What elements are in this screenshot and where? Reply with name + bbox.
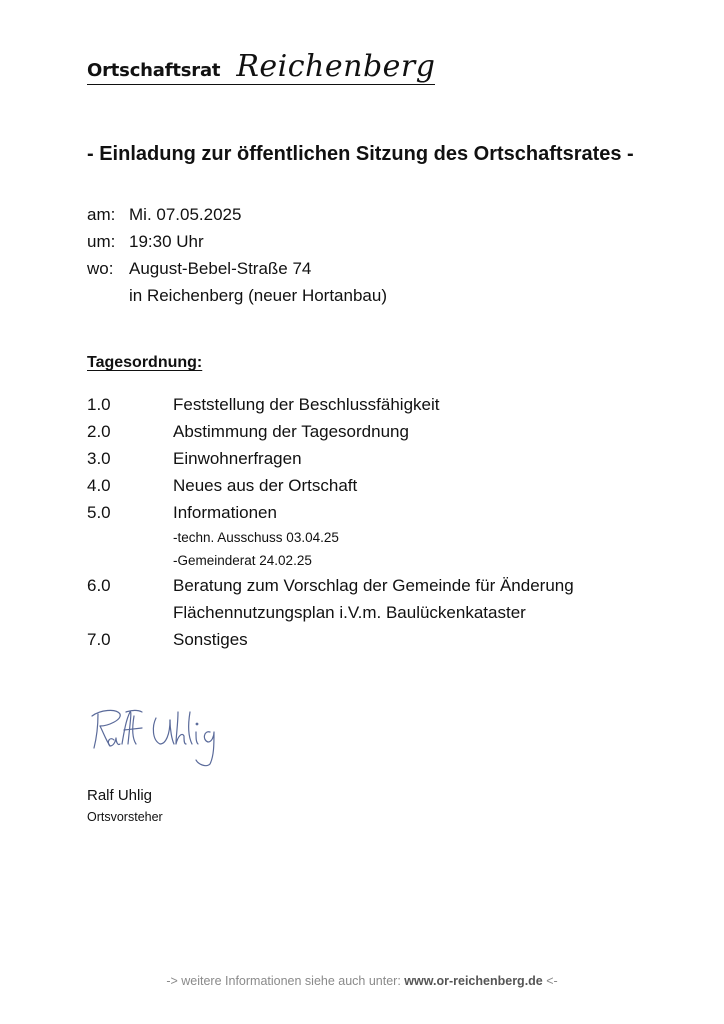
meeting-location-value-line2: in Reichenberg (neuer Hortanbau): [129, 285, 387, 305]
agenda-subitem: [87, 526, 574, 549]
signer-role: Ortsvorsteher: [87, 810, 163, 824]
footer-website-link[interactable]: www.or-reichenberg.de: [404, 974, 543, 988]
agenda-item: [87, 418, 574, 445]
agenda-subitem-text: -Gemeinderat 24.02.25: [173, 553, 312, 568]
agenda-item-text: Beratung zum Vorschlag der Gemeinde für Änderung: [173, 575, 574, 595]
agenda-item: [87, 472, 574, 499]
header-org-label: Ortschaftsrat: [87, 60, 221, 81]
meeting-date-row: [87, 201, 387, 228]
agenda-subitem-text: -techn. Ausschuss 03.04.25: [173, 530, 339, 545]
footer-suffix: <-: [542, 974, 558, 988]
agenda-item-text: Informationen: [173, 502, 277, 522]
meeting-details: [87, 201, 387, 309]
agenda-item: [87, 445, 574, 472]
agenda-item: [87, 391, 574, 418]
agenda-item-number: 7.0: [87, 629, 111, 649]
agenda-list: [87, 391, 574, 653]
meeting-time-row: [87, 228, 387, 255]
meeting-date-label: am:: [87, 204, 116, 224]
agenda-item-number: 4.0: [87, 475, 111, 495]
agenda-item: [87, 626, 574, 653]
invitation-title: - Einladung zur öffentlichen Sitzung des Ortschaftsrates -: [87, 143, 634, 165]
meeting-time-value: 19:30 Uhr: [129, 231, 204, 251]
signer-name: Ralf Uhlig: [87, 787, 153, 804]
agenda-item-number: 1.0: [87, 394, 111, 414]
agenda-heading: Tagesordnung:: [87, 354, 203, 371]
agenda-item-number: 6.0: [87, 575, 111, 595]
meeting-location-value: August-Bebel-Straße 74: [129, 258, 312, 278]
header-place-name: Reichenberg: [236, 49, 436, 84]
meeting-date-value: Mi. 07.05.2025: [129, 204, 242, 224]
agenda-item-text: Neues aus der Ortschaft: [173, 475, 358, 495]
agenda-item-text: Abstimmung der Tagesordnung: [173, 421, 409, 441]
agenda-item-number: 3.0: [87, 448, 111, 468]
meeting-location-label: wo:: [87, 258, 114, 278]
footer-note: [0, 974, 724, 988]
meeting-location-row-2: [87, 282, 387, 309]
handwritten-signature-icon: [86, 700, 226, 772]
agenda-item-text: Einwohnerfragen: [173, 448, 302, 468]
agenda-item: [87, 499, 574, 526]
agenda-item-text-line2: Flächennutzungsplan i.V.m. Baulückenkataster: [173, 602, 526, 622]
agenda-subitem: [87, 549, 574, 572]
agenda-item-number: 2.0: [87, 421, 111, 441]
meeting-time-label: um:: [87, 231, 116, 251]
agenda-item: [87, 572, 574, 599]
agenda-item-text: Sonstiges: [173, 629, 248, 649]
document-header: [87, 49, 436, 85]
footer-prefix: -> weitere Informationen siehe auch unter:: [166, 974, 405, 988]
agenda-item-continuation: [87, 599, 574, 626]
agenda-item-number: 5.0: [87, 502, 111, 522]
meeting-location-row: [87, 255, 387, 282]
agenda-item-text: Feststellung der Beschlussfähigkeit: [173, 394, 440, 414]
